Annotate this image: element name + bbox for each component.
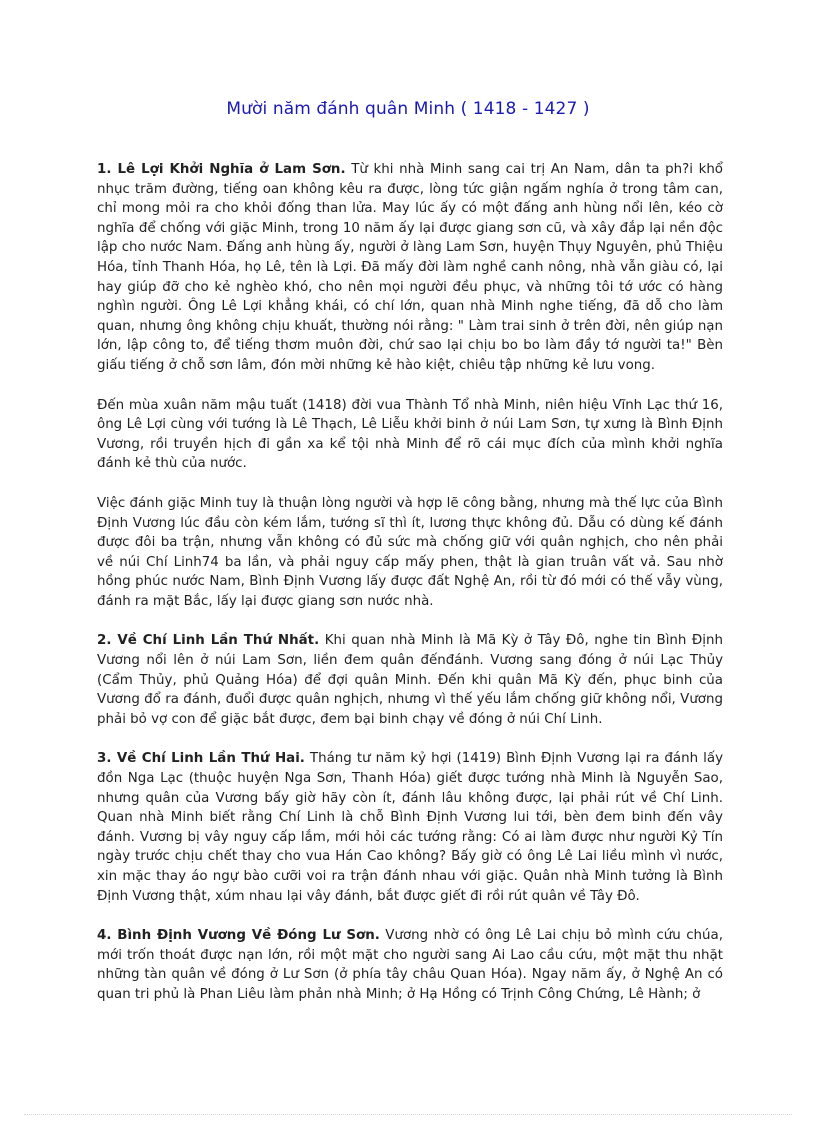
page-bottom-divider (24, 1114, 792, 1115)
paragraph-4 (97, 631, 723, 729)
paragraph-text: Khi quan nhà Minh là Mã Kỳ ở Tây Đô, nghe tin Bình Định Vương nổi lên ở núi Lam Sơn, liền đem quân đếnđánh. Vương sang đóng ở núi Lạc Thủy (Cẩm Thủy, phủ Quảng Hóa) để đợi quân Minh. Đến khi quân Mã Kỳ đến, phục binh của Vương đổ ra đánh, đuổi được quân nghịch, nhưng vì thế yếu lắm chống giữ không nổi, Vương phải bỏ vợ con để giặc bắt được, đem bại binh chạy về đóng ở núi Chí Linh. (97, 633, 723, 727)
paragraph-5 (97, 749, 723, 906)
document-title: Mười năm đánh quân Minh ( 1418 - 1427 ) (226, 99, 590, 119)
paragraph-3 (97, 494, 723, 612)
section-heading: 4. Bình Định Vương Về Đóng Lư Sơn. (97, 928, 380, 944)
section-heading: 1. Lê Lợi Khởi Nghĩa ở Lam Sơn. (97, 162, 346, 177)
paragraph-text: Từ khi nhà Minh sang cai trị An Nam, dân ta ph?i khổ nhục trăm đường, tiếng oan không kêu ra được, lòng tức giận ngấm nghía ở trong tâm can, chỉ mong mỏi ra cho khỏi đống than lửa. May lúc ấy có một đấng anh hùng nổi lên, kéo cờ nghĩa để chống với giặc Minh, trong 10 năm ấy lại được giang sơn cũ, và xây đắp lại nền độc lập cho nước Nam. Đấng anh hùng ấy, người ở làng Lam Sơn, huyện Thụy Nguyên, phủ Thiệu Hóa, tỉnh Thanh Hóa, họ Lê, tên là Lợi. Đã mấy đời làm nghề canh nông, nhà vẫn giàu có, lại hay giúp đỡ cho kẻ nghèo khó, cho nên mọi người đều phục, và những tôi tớ ước có hàng nghìn người. Ông Lê Lợi khẳng khái, có chí lớn, quan nhà Minh nghe tiếng, đã dỗ cho làm quan, nhưng ông không chịu khuất, thường nói rằng: " Làm trai sinh ở trên đời, nên giúp nạn lớn, lập công to, để tiếng thơm muôn đời, chứ sao lại chịu bo bo làm đầy tớ người ta!" Bèn giấu tiếng ở chỗ sơn lâm, đón mời những kẻ hào kiệt, chiêu tập những kẻ lưu vong. (97, 162, 724, 373)
section-heading: 3. Về Chí Linh Lần Thứ Hai. (97, 751, 305, 767)
paragraph-6 (97, 926, 723, 1004)
paragraph-1 (97, 160, 723, 376)
paragraph-2 (97, 396, 723, 474)
document-body (97, 160, 723, 1025)
paragraph-text: Vương nhờ có ông Lê Lai chịu bỏ mình cứu chúa, mới trốn thoát được nạn lớn, rồi một mặt cho người sang Ai Lao cầu cứu, một mặt thu nhặt những tàn quân về đóng ở Lư Sơn (ở phía tây châu Quan Hóa). Ngay năm ấy, ở Nghệ An có quan tri phủ là Phan Liêu làm phản nhà Minh; ở Hạ Hồng có Trịnh Công Chứng, Lê Hành; ở (97, 928, 723, 1002)
section-heading: 2. Về Chí Linh Lần Thứ Nhất. (97, 633, 320, 649)
paragraph-text: Đến mùa xuân năm mậu tuất (1418) đời vua Thành Tổ nhà Minh, niên hiệu Vĩnh Lạc thứ 16, ông Lê Lợi cùng với tướng là Lê Thạch, Lê Liễu khởi binh ở núi Lam Sơn, tự xưng là Bình Định Vương, rồi truyền hịch đi gần xa kể tội nhà Minh để rõ cái mục đích của mình khởi nghĩa đánh kẻ thù của nước. (97, 397, 723, 472)
paragraph-text: Tháng tư năm kỷ hợi (1419) Bình Định Vương lại ra đánh lấy đồn Nga Lạc (thuộc huyện Nga Sơn, Thanh Hóa) giết được tướng nhà Minh là Nguyễn Sao, nhưng quân của Vương bấy giờ hãy còn ít, đánh lâu không được, lại phải rút về Chí Linh. Quan nhà Minh biết rằng Chí Linh là chỗ Bình Định Vương lui tới, bèn đem binh đến vây đánh. Vương bị vây nguy cấp lắm, mới hỏi các tướng rằng: Có ai làm được như người Kỷ Tín ngày trước chịu chết thay cho vua Hán Cao không? Bấy giờ có ông Lê Lai liều mình vì nước, xin mặc thay áo ngự bào cưỡi voi ra trận đánh nhau với giặc. Quân nhà Minh tưởng là Bình Định Vương thật, xúm nhau lại vây đánh, bắt được giết đi rồi rút quân về Tây Đô. (97, 751, 724, 904)
paragraph-text: Việc đánh giặc Minh tuy là thuận lòng người và hợp lẽ công bằng, nhưng mà thế lực của Bình Định Vương lúc đầu còn kém lắm, tướng sĩ thì ít, lương thực không đủ. Dẫu có dùng kế đánh được đôi ba trận, nhưng vẫn không có đủ sức mà chống giữ với quân nghịch, cho nên phải về núi Chí Linh74 ba lần, và phải nguy cấp mấy phen, thật là gian truân vất vả. Sau nhờ hồng phúc nước Nam, Bình Định Vương lấy được đất Nghệ An, rồi từ đó mới có thế vẫy vùng, đánh ra mặt Bắc, lấy lại được giang sơn nước nhà. (97, 495, 723, 609)
